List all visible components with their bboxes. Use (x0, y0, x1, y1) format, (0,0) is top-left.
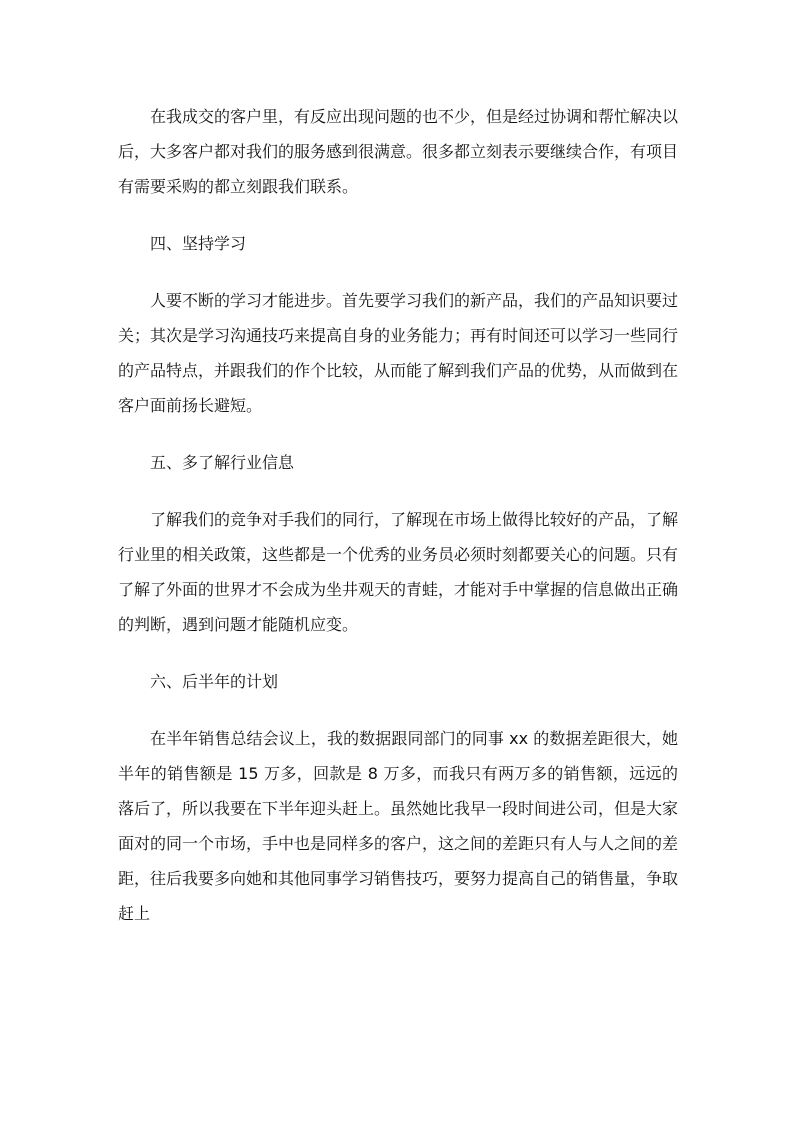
section-heading-keep-learning: 四、坚持学习 (150, 234, 247, 253)
section-heading-second-half-plan: 六、后半年的计划 (150, 672, 279, 691)
paragraph-learning: 人要不断的学习才能进步。首先要学习我们的新产品，我们的产品知识要过关；其次是学习沟通技巧来提高自身的业务能力；再有时间还可以学习一些同行的产品特点，并跟我们的作个比较，从而能了解到我们产品的优势，从而做到在客户面前扬长避短。 (118, 291, 679, 415)
section-heading-industry-info: 五、多了解行业信息 (150, 453, 295, 472)
paragraph-industry-info: 了解我们的竞争对手我们的同行，了解现在市场上做得比较好的产品，了解行业里的相关政策，这些都是一个优秀的业务员必须时刻都要关心的问题。只有了解了外面的世界才不会成为坐井观天的青蛙，才能对手中掌握的信息做出正确的判断，遇到问题才能随机应变。 (118, 510, 679, 634)
document-body (118, 99, 678, 953)
paragraph-customer-feedback: 在我成交的客户里，有反应出现问题的也不少，但是经过协调和帮忙解决以后，大多客户都对我们的服务感到很满意。很多都立刻表示要继续合作，有项目有需要采购的都立刻跟我们联系。 (118, 107, 679, 196)
paragraph-second-half-plan: 在半年销售总结会议上，我的数据跟同部门的同事 xx 的数据差距很大，她半年的销售额是 15 万多，回款是 8 万多，而我只有两万多的销售额，远远的落后了，所以我要在下半年迎头赶上。虽然她比我早一段时间进公司，但是大家面对的同一个市场，手中也是同样多的客户，这之间的差距只有人与人之间的差距，往后我要多向她和其他同事学习销售技巧，要努力提高自己的销售量，争取赶上 (118, 729, 679, 923)
